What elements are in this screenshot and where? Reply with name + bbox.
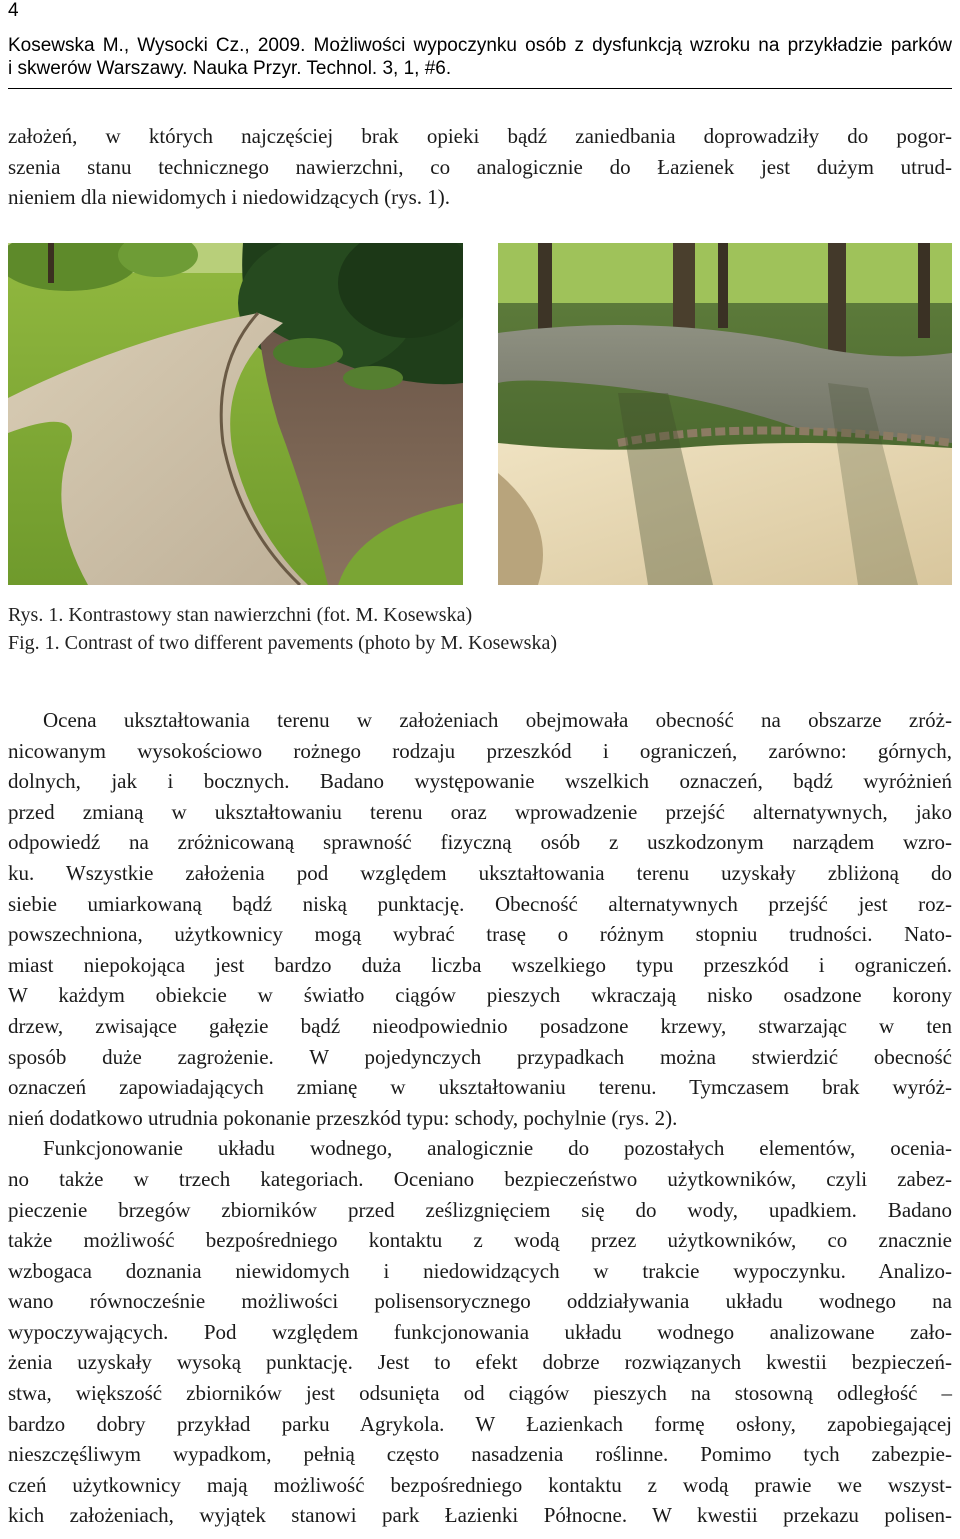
body-line: pieczenie brzegów zbiorników przed ześlizgnięciem się do wody, upadkiem. Badano	[8, 1197, 952, 1222]
intro-paragraph	[8, 121, 952, 213]
body-line: no także w trzech kategoriach. Oceniano bezpieczeństwo użytkowników, czyli zabez-	[8, 1166, 952, 1191]
body-line: wypoczywających. Pod względem funkcjonowania układu wodnego analizowane zało-	[8, 1319, 952, 1344]
figure-caption-pl: Rys. 1. Kontrastowy stan nawierzchni (fot. M. Kosewska)	[8, 604, 473, 626]
intro-line: nieniem dla niewidomych i niedowidzących (rys. 1).	[8, 185, 451, 210]
body-line: kich założeniach, wyjątek stanowi park Łazienki Północne. W kwestii przekazu polisen-	[8, 1503, 952, 1528]
body-line: Funkcjonowanie układu wodnego, analogicznie do pozostałych elementów, ocenia-	[43, 1136, 952, 1161]
body-line: żenia uzyskały wysoką punktację. Jest to efekt dobrze rozwiązanych kwestii bezpieczeń-	[8, 1350, 952, 1375]
header-rule	[8, 88, 952, 89]
photo-gravel-path	[8, 243, 463, 585]
body-line: bardzo dobry przykład parku Agrykola. W Łazienkach formę osłony, zapobiegającej	[8, 1411, 952, 1436]
citation-line-2: i skwerów Warszawy. Nauka Przyr. Technol. 3, 1, #6.	[8, 58, 452, 79]
body-line: powszechniona, użytkownicy mogą wybrać trasę o różnym stopniu trudności. Nato-	[8, 922, 952, 947]
body-line: dolnych, jak i bocznych. Badano występowanie wszelkich oznaczeń, bądź wyróżnień	[8, 769, 952, 794]
body-line: czeń użytkownicy mają możliwość bezpośredniego kontaktu z wodą prawie we wszyst-	[8, 1472, 952, 1497]
body-line: oznaczeń zapowiadających zmianę w ukształtowaniu terenu. Tymczasem brak wyróż-	[8, 1075, 952, 1100]
body-line: wano równocześnie możliwości polisensorycznego oddziaływania układu wodnego na	[8, 1289, 952, 1314]
body-line: wzbogaca doznania niewidomych i niedowidzących w trakcie wypoczynku. Analizo-	[8, 1258, 952, 1283]
body-line: miast niepokojąca jest bardzo duża liczba wszelkiego typu przeszkód i ograniczeń.	[8, 952, 952, 977]
body-line: także możliwość bezpośredniego kontaktu z wodą przez użytkowników, co znacznie	[8, 1228, 952, 1253]
body-line: nicowanym wysokościowo rożnego rodzaju przeszkód i ograniczeń, zarówno: górnych,	[8, 738, 952, 763]
body-line: przed zmianą w ukształtowaniu terenu oraz wprowadzenie przejść alternatywnych, jako	[8, 799, 952, 824]
body-line: nień dodatkowo utrudnia pokonanie przeszkód typu: schody, pochylnie (rys. 2).	[8, 1105, 678, 1130]
body-line: sposób duże zagrożenie. W pojedynczych przypadkach można stwierdzić obecność	[8, 1044, 952, 1069]
body-line: stwa, większość zbiorników jest odsunięta od ciągów pieszych na stosowną odległość –	[8, 1381, 952, 1406]
body-line: Ocena ukształtowania terenu w założeniach obejmowała obecność na obszarze zróż-	[43, 708, 952, 732]
body-line: drzew, zwisające gałęzie bądź nieodpowiednio posadzone krzewy, stwarzając w ten	[8, 1013, 952, 1038]
intro-line: szenia stanu technicznego nawierzchni, co analogicznie do Łazienek jest dużym utrud-	[8, 154, 952, 179]
figure-caption-en: Fig. 1. Contrast of two different pavements (photo by M. Kosewska)	[8, 632, 557, 654]
body-line: W każdym obiekcie w światło ciągów pieszych wkraczają nisko osadzone korony	[8, 983, 952, 1008]
body-line: siebie umiarkowaną bądź niską punktację. Obecność alternatywnych przejść jest roz-	[8, 891, 952, 916]
body-line: ku. Wszystkie założenia pod względem ukształtowania terenu uzyskały zbliżoną do	[8, 860, 952, 885]
body-line: nieszczęśliwym wypadkom, pełnią często nasadzenia roślinne. Pomimo tych zabezpie-	[8, 1442, 952, 1467]
page-number: 4	[8, 0, 19, 21]
photo-path-junction	[498, 243, 952, 585]
body-text	[8, 705, 952, 1531]
body-line: odpowiedź na zróżnicowaną sprawność fizyczną osób z uszkodzonym narządem wzro-	[8, 830, 952, 855]
running-header-citation	[8, 34, 952, 80]
intro-line: założeń, w których najczęściej brak opieki bądź zaniedbania doprowadziły do pogor-	[8, 124, 952, 148]
citation-line-1: Kosewska M., Wysocki Cz., 2009. Możliwości wypoczynku osób z dysfunkcją wzroku na przykładzie parków	[8, 35, 952, 56]
